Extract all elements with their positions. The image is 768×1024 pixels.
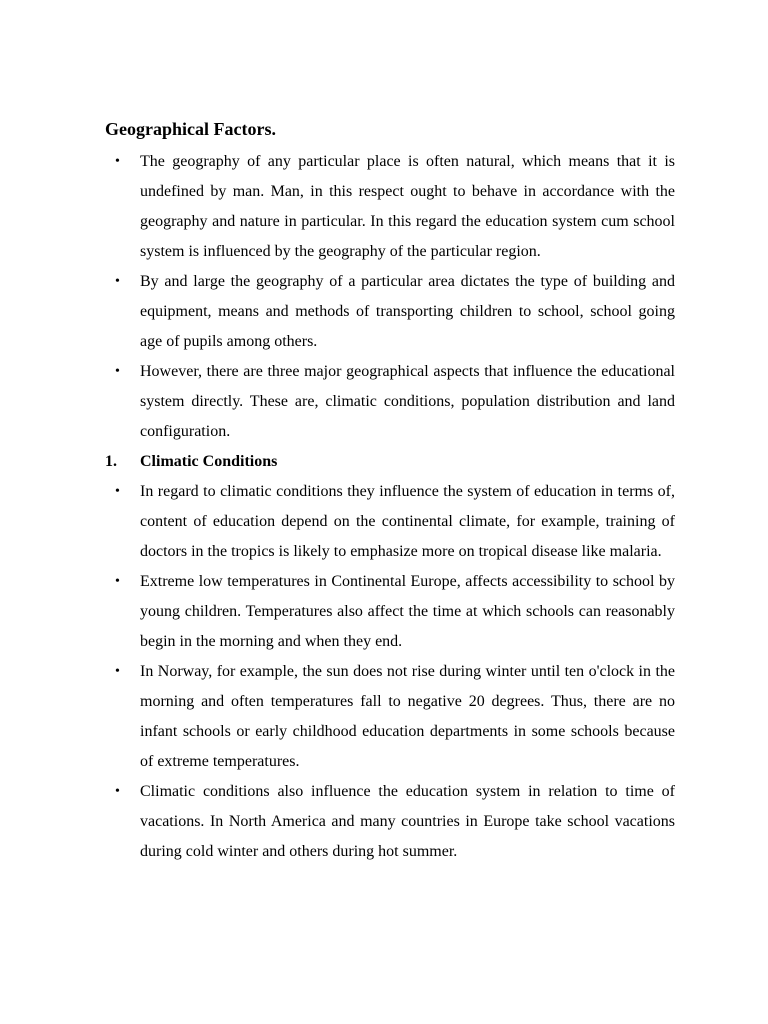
bullet-icon: • bbox=[115, 274, 120, 289]
bullet-text: However, there are three major geographical aspects that influence the educational system directly. These are, climatic conditions, population distribution and land configuration. bbox=[140, 363, 675, 440]
bullet-item bbox=[105, 357, 675, 447]
bullet-icon: • bbox=[115, 154, 120, 169]
bullet-icon: • bbox=[115, 574, 120, 589]
bullet-icon: • bbox=[115, 664, 120, 679]
bullet-icon: • bbox=[115, 484, 120, 499]
bullet-item bbox=[105, 567, 675, 657]
bullet-text: In Norway, for example, the sun does not rise during winter until ten o'clock in the morning and often temperatures fall to negative 20 degrees. Thus, there are no infant schools or early childhood education departments in some schools because of extreme temperatures. bbox=[140, 663, 675, 770]
bullet-text: Climatic conditions also influence the education system in relation to time of vacations. In North America and many countries in Europe take school vacations during cold winter and others during hot summer. bbox=[140, 783, 675, 860]
section-number: 1. bbox=[105, 453, 117, 470]
bullet-text: By and large the geography of a particular area dictates the type of building and equipment, means and methods of transporting children to school, school going age of pupils among others. bbox=[140, 273, 675, 350]
bullet-item bbox=[105, 657, 675, 777]
bullet-text: Extreme low temperatures in Continental Europe, affects accessibility to school by young children. Temperatures also affect the time at which schools can reasonably begin in the morning and when they end. bbox=[140, 573, 675, 650]
document-heading: Geographical Factors. bbox=[105, 119, 276, 139]
bullet-item bbox=[105, 147, 675, 267]
section-title: Climatic Conditions bbox=[140, 453, 278, 470]
bullet-item bbox=[105, 477, 675, 567]
document-body bbox=[105, 147, 675, 867]
bullet-icon: • bbox=[115, 784, 120, 799]
bullet-icon: • bbox=[115, 364, 120, 379]
bullet-text: In regard to climatic conditions they influence the system of education in terms of, content of education depend on the continental climate, for example, training of doctors in the tropics is likely to emphasize more on tropical disease like malaria. bbox=[140, 483, 675, 560]
bullet-text: The geography of any particular place is often natural, which means that it is undefined by man. Man, in this respect ought to behave in accordance with the geography and nature in particular. In this regard the education system cum school system is influenced by the geography of the particular region. bbox=[140, 153, 675, 260]
section-heading bbox=[105, 447, 675, 477]
bullet-item bbox=[105, 267, 675, 357]
bullet-item bbox=[105, 777, 675, 867]
